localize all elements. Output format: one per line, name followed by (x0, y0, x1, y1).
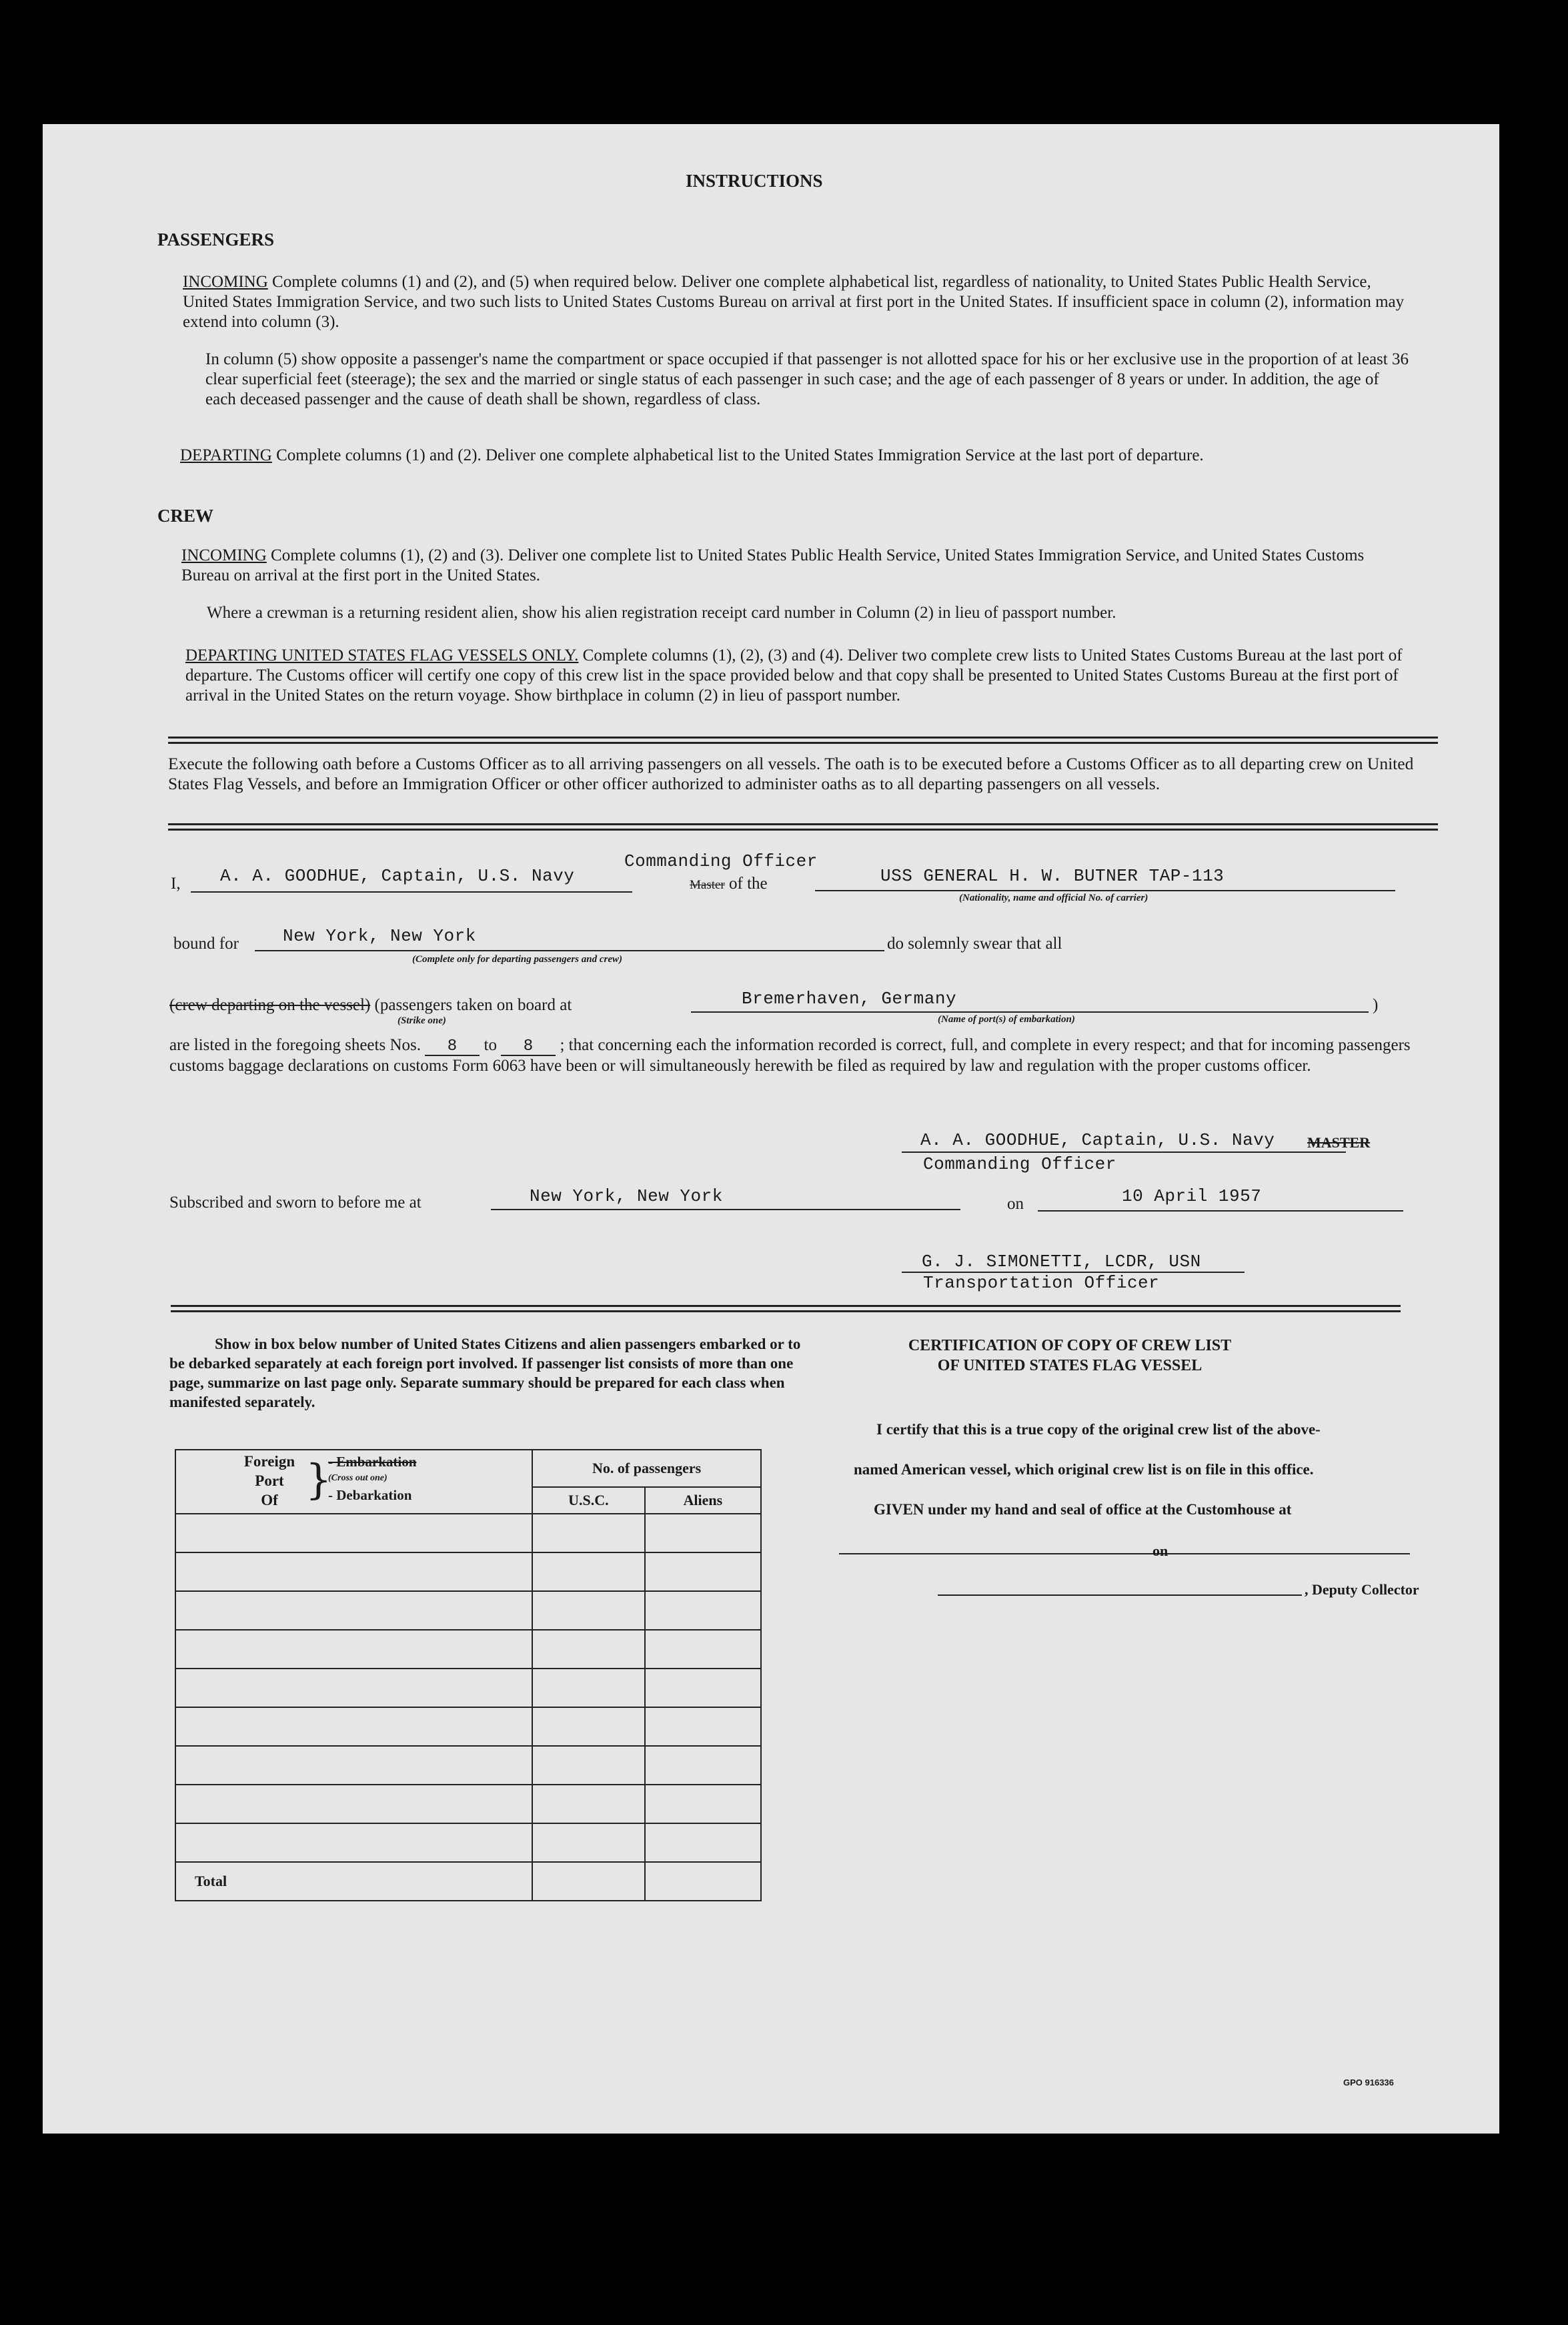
certification-heading (816, 1336, 1323, 1376)
passengers-column5-text: In column (5) show opposite a passenger's name the compartment or space occupied if that passenger is not allotted space for his or her exclusive use in the proportion of at least 36 clear superficial feet (steerage); the sex and the married or single status of each passenger in such case; and the age of each passenger of 8 years or under. In addition, the age of each deceased passenger and the cause of death shall be shown, regardless of class. (205, 350, 1409, 408)
oath-bound-for-value: New York, New York (283, 926, 476, 946)
summary-aliens-cell[interactable] (645, 1823, 761, 1862)
summary-total-row (175, 1862, 761, 1901)
summary-total-usc-cell[interactable] (532, 1862, 644, 1901)
oath-listed-paragraph (169, 1035, 1437, 1076)
signature-title: Commanding Officer (923, 1154, 1116, 1174)
certification-heading-line1: CERTIFICATION OF COPY OF CREW LIST (908, 1337, 1232, 1354)
certification-line2: named American vessel, which original crew list is on file in this office. (854, 1461, 1314, 1478)
certification-place-line (839, 1553, 1191, 1554)
oath-passengers-text: (passengers taken on board at (374, 996, 572, 1014)
summary-no-of-passengers: No. of passengers (532, 1450, 761, 1487)
passengers-heading: PASSENGERS (157, 229, 275, 250)
oath-close-paren: ) (1373, 996, 1379, 1014)
certification-deputy-line (938, 1594, 1302, 1596)
oath-bound-caption: (Complete only for departing passengers and crew) (412, 954, 622, 965)
oath-of-the-group (690, 874, 768, 895)
oath-vessel-caption: (Nationality, name and official No. of carrier) (959, 893, 1148, 903)
summary-aliens-cell[interactable] (645, 1746, 761, 1785)
subscribed-date-line (1038, 1210, 1403, 1212)
oath-vessel-line (815, 890, 1395, 891)
summary-col-foreign: Foreign (243, 1453, 295, 1470)
oath-crew-passengers-group (169, 995, 572, 1015)
summary-port-cell[interactable] (175, 1746, 532, 1785)
summary-usc-cell[interactable] (532, 1630, 644, 1669)
summary-port-cell[interactable] (175, 1669, 532, 1707)
oath-of-the: of the (729, 875, 768, 893)
summary-usc-cell[interactable] (532, 1823, 644, 1862)
summary-port-cell[interactable] (175, 1707, 532, 1746)
table-row (175, 1746, 761, 1785)
oath-concerning-text: ; that concerning each the information recorded is correct, full, and complete in every respect; and that for incoming passengers customs baggage declarations on customs Form 6063 have been or will simultaneously herewith be filed as required by law and regulation with the proper customs officer. (169, 1036, 1411, 1075)
officer-title: Transportation Officer (923, 1273, 1160, 1293)
passengers-incoming-label: INCOMING (183, 273, 268, 291)
table-row (175, 1707, 761, 1746)
subscribed-on-label: on (1007, 1195, 1024, 1213)
double-divider (171, 1305, 1401, 1312)
oath-i-label: I, (171, 875, 181, 893)
subscribed-place-line (491, 1209, 960, 1210)
summary-debarkation: - Debarkation (328, 1487, 412, 1503)
crew-departing-block (185, 646, 1413, 706)
summary-port-cell[interactable] (175, 1552, 532, 1591)
signature-value: A. A. GOODHUE, Captain, U.S. Navy (920, 1130, 1275, 1150)
certification-deputy-label: , Deputy Collector (1305, 1581, 1419, 1598)
gpo-code: GPO 916336 (1343, 2077, 1394, 2087)
oath-crew-struck: (crew departing on the vessel) (169, 996, 371, 1014)
subscribed-label: Subscribed and sworn to before me at (169, 1194, 422, 1212)
oath-sheet-from: 8 (425, 1039, 480, 1056)
summary-usc-cell[interactable] (532, 1591, 644, 1630)
double-divider (168, 823, 1438, 831)
summary-usc-cell[interactable] (532, 1669, 644, 1707)
summary-usc-cell[interactable] (532, 1746, 644, 1785)
summary-col-aliens: Aliens (645, 1487, 761, 1514)
form-page (43, 124, 1499, 2134)
brace-icon: } (305, 1455, 332, 1504)
oath-bound-for-line (255, 950, 884, 951)
table-row (175, 1552, 761, 1591)
oath-sheet-to: 8 (501, 1039, 556, 1056)
summary-header-port (175, 1450, 532, 1514)
certification-heading-line2: OF UNITED STATES FLAG VESSEL (937, 1357, 1203, 1374)
summary-col-of: Of (261, 1492, 278, 1508)
crew-incoming-block (181, 546, 1415, 586)
certification-line1: I certify that this is a true copy of the original crew list of the above- (876, 1421, 1321, 1438)
oath-strike-caption: (Strike one) (398, 1015, 446, 1026)
oath-name-value: A. A. GOODHUE, Captain, U.S. Navy (220, 866, 575, 886)
crew-resident-text: Where a crewman is a returning resident alien, show his alien registration receipt card number in Column (2) in lieu of passport number. (207, 604, 1116, 622)
passengers-incoming-block (183, 272, 1417, 332)
crew-departing-text: Complete columns (1), (2), (3) and (4). Deliver two complete crew lists to United States Customs Bureau at the last port of departure. The Customs officer will certify one copy of this crew list in the space provided below and that copy shall be presented to United States Customs Bureau at the first port of arrival in the United States on the return voyage. Show birthplace in column (2) in lieu of passport number. (185, 646, 1403, 705)
crew-heading: CREW (157, 506, 214, 526)
table-row (175, 1669, 761, 1707)
summary-usc-cell[interactable] (532, 1785, 644, 1823)
certification-date-line (1181, 1553, 1410, 1554)
subscribed-place: New York, New York (530, 1186, 723, 1206)
summary-aliens-cell[interactable] (645, 1591, 761, 1630)
crew-departing-label: DEPARTING UNITED STATES FLAG VESSELS ONLY. (185, 646, 579, 664)
table-row (175, 1630, 761, 1669)
summary-aliens-cell[interactable] (645, 1514, 761, 1552)
crew-incoming-label: INCOMING (181, 546, 267, 564)
table-row (175, 1823, 761, 1862)
summary-instructions: Show in box below number of United States Citizens and alien passengers embarked or to be debarked separately at each foreign port involved. If passenger list consists of more than one page, summarize on last page only. Separate summary should be prepared for each class when manifested separately. (169, 1336, 801, 1410)
oath-listed-text: are listed in the foregoing sheets Nos. (169, 1036, 421, 1054)
summary-total-aliens-cell[interactable] (645, 1862, 761, 1901)
summary-embarkation: - Embarkation (328, 1454, 417, 1470)
oath-to-label: to (484, 1036, 497, 1054)
summary-total-label: Total (175, 1862, 532, 1901)
table-row (175, 1591, 761, 1630)
oath-instructions: Execute the following oath before a Customs Officer as to all arriving passengers on all vessels. The oath is to be executed before a Customs Officer as to all departing crew on United States Flag Vessels, and before an Immigration Officer or other officer authorized to administer oaths as to all departing passengers on all vessels. (168, 754, 1414, 793)
summary-port-cell[interactable] (175, 1591, 532, 1630)
summary-port-cell[interactable] (175, 1785, 532, 1823)
oath-port-caption: (Name of port(s) of embarkation) (938, 1014, 1075, 1025)
summary-aliens-cell[interactable] (645, 1707, 761, 1746)
summary-usc-cell[interactable] (532, 1514, 644, 1552)
certification-on-label: on (1152, 1542, 1168, 1559)
signature-line (902, 1151, 1346, 1153)
certification-line3: GIVEN under my hand and seal of office at the Customhouse at (874, 1501, 1292, 1518)
signature-master-struck: MASTER (1307, 1134, 1371, 1151)
double-divider (168, 737, 1438, 744)
summary-usc-cell[interactable] (532, 1552, 644, 1591)
passengers-incoming-text: Complete columns (1) and (2), and (5) when required below. Deliver one complete alphabetical list, regardless of nationality, to United States Public Health Service, United States Immigration Service, and two such lists to United States Customs Bureau on arrival at first port in the United States. If insufficient space in column (2), information may extend into column (3). (183, 273, 1405, 331)
summary-col-usc: U.S.C. (532, 1487, 644, 1514)
summary-port-cell[interactable] (175, 1514, 532, 1552)
passengers-departing-block (180, 446, 1414, 466)
passengers-departing-text: Complete columns (1) and (2). Deliver one complete alphabetical list to the United States Immigration Service at the last port of departure. (276, 446, 1204, 464)
summary-table (175, 1449, 762, 1901)
summary-col-port: Port (255, 1472, 284, 1489)
table-row (175, 1785, 761, 1823)
oath-vessel-value: USS GENERAL H. W. BUTNER TAP-113 (880, 866, 1225, 886)
oath-port-value: Bremerhaven, Germany (742, 989, 957, 1009)
summary-port-cell[interactable] (175, 1630, 532, 1669)
oath-port-line (691, 1011, 1369, 1013)
passengers-departing-label: DEPARTING (180, 446, 272, 464)
page-title: INSTRUCTIONS (686, 171, 823, 191)
oath-name-line (191, 891, 632, 893)
summary-aliens-cell[interactable] (645, 1630, 761, 1669)
oath-title-above: Commanding Officer (624, 851, 818, 871)
subscribed-date: 10 April 1957 (1122, 1186, 1262, 1206)
summary-aliens-cell[interactable] (645, 1669, 761, 1707)
summary-usc-cell[interactable] (532, 1707, 644, 1746)
oath-swear-text: do solemnly swear that all (887, 935, 1062, 953)
summary-port-cell[interactable] (175, 1823, 532, 1862)
crew-incoming-text: Complete columns (1), (2) and (3). Deliver one complete list to United States Public Health Service, United States Immigration Service, and United States Customs Bureau on arrival at the first port in the United States. (181, 546, 1365, 584)
table-row (175, 1514, 761, 1552)
summary-aliens-cell[interactable] (645, 1552, 761, 1591)
oath-master-struck: Master (690, 878, 725, 892)
summary-cross-out: (Cross out one) (328, 1473, 387, 1483)
officer-name: G. J. SIMONETTI, LCDR, USN (922, 1252, 1201, 1272)
oath-bound-for-label: bound for (173, 935, 239, 953)
summary-aliens-cell[interactable] (645, 1785, 761, 1823)
